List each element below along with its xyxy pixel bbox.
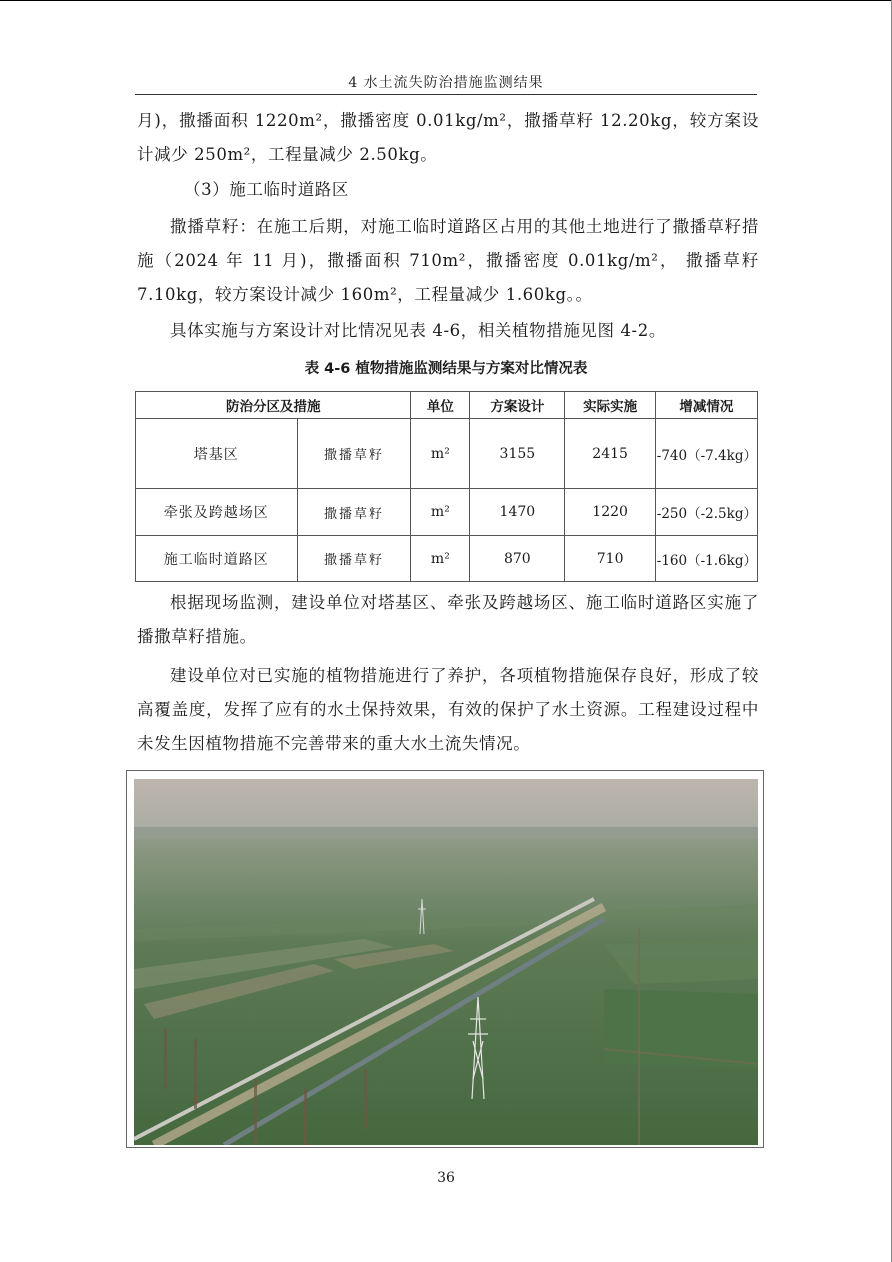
table-row [136, 536, 758, 582]
page-number: 36 [437, 1170, 455, 1186]
cell-change: -740（-7.4kg） [655, 419, 757, 489]
cell-planned: 870 [470, 536, 565, 582]
cell-region: 施工临时道路区 [136, 536, 298, 582]
paragraph-monitoring-result: 根据现场监测，建设单位对塔基区、牵张及跨越场区、施工临时道路区实施了播撒草籽措施。 [137, 593, 759, 646]
cell-region: 牵张及跨越场区 [136, 489, 298, 536]
cell-planned: 1470 [470, 489, 565, 536]
paragraph-spread-area-continued: 月)，撒播面积 1220m²，撒播密度 0.01kg/m²，撒播草籽 12.20kg，较方案设计减少 250m²，工程量减少 2.50kg。 [137, 111, 759, 164]
cell-unit: m² [411, 536, 470, 582]
cell-measure: 撒播草籽 [297, 419, 411, 489]
page-top-border [0, 0, 892, 1]
paragraph-table-reference: 具体实施与方案设计对比情况见表 4-6，相关植物措施见图 4-2。 [170, 321, 666, 340]
table-header-row [136, 392, 758, 419]
cell-measure: 撒播草籽 [297, 536, 411, 582]
running-header: 4 水土流失防治措施监测结果 [348, 75, 544, 91]
cell-change: -250（-2.5kg） [655, 489, 757, 536]
cell-unit: m² [411, 489, 470, 536]
cell-region: 塔基区 [136, 419, 298, 489]
section-heading-temporary-road: （3）施工临时道路区 [184, 180, 349, 199]
paragraph-maintenance-result: 建设单位对已实施的植物措施进行了养护，各项植物措施保存良好，形成了较高覆盖度，发挥了应有的水土保持效果，有效的保护了水土资源。工程建设过程中未发生因植物措施不完善带来的重大水土流失情况。 [137, 666, 759, 753]
cell-change: -160（-1.6kg） [655, 536, 757, 582]
vegetation-measures-table [135, 391, 758, 582]
cell-actual: 1220 [565, 489, 655, 536]
cell-planned: 3155 [470, 419, 565, 489]
header-planned: 方案设计 [470, 392, 565, 419]
table-row [136, 419, 758, 489]
cell-actual: 2415 [565, 419, 655, 489]
paragraph-temporary-road-seeding: 撒播草籽：在施工后期，对施工临时道路区占用的其他土地进行了撒播草籽措施（2024 年 11 月)，撒播面积 710m²，撒播密度 0.01kg/m²， 撒播草籽 7.10kg，较方案设计减少 160m²，工程量减少 1.60kg。。 [137, 217, 759, 304]
table-row [136, 489, 758, 536]
cell-unit: m² [411, 419, 470, 489]
cell-measure: 撒播草籽 [297, 489, 411, 536]
table-caption: 表 4-6 植物措施监测结果与方案对比情况表 [304, 361, 588, 377]
header-unit: 单位 [411, 392, 470, 419]
header-change: 增减情况 [655, 392, 757, 419]
aerial-farmland-photo [134, 779, 758, 1145]
header-rule [135, 94, 757, 95]
header-actual: 实际实施 [565, 392, 655, 419]
header-zone-measure: 防治分区及措施 [136, 392, 411, 419]
cell-actual: 710 [565, 536, 655, 582]
